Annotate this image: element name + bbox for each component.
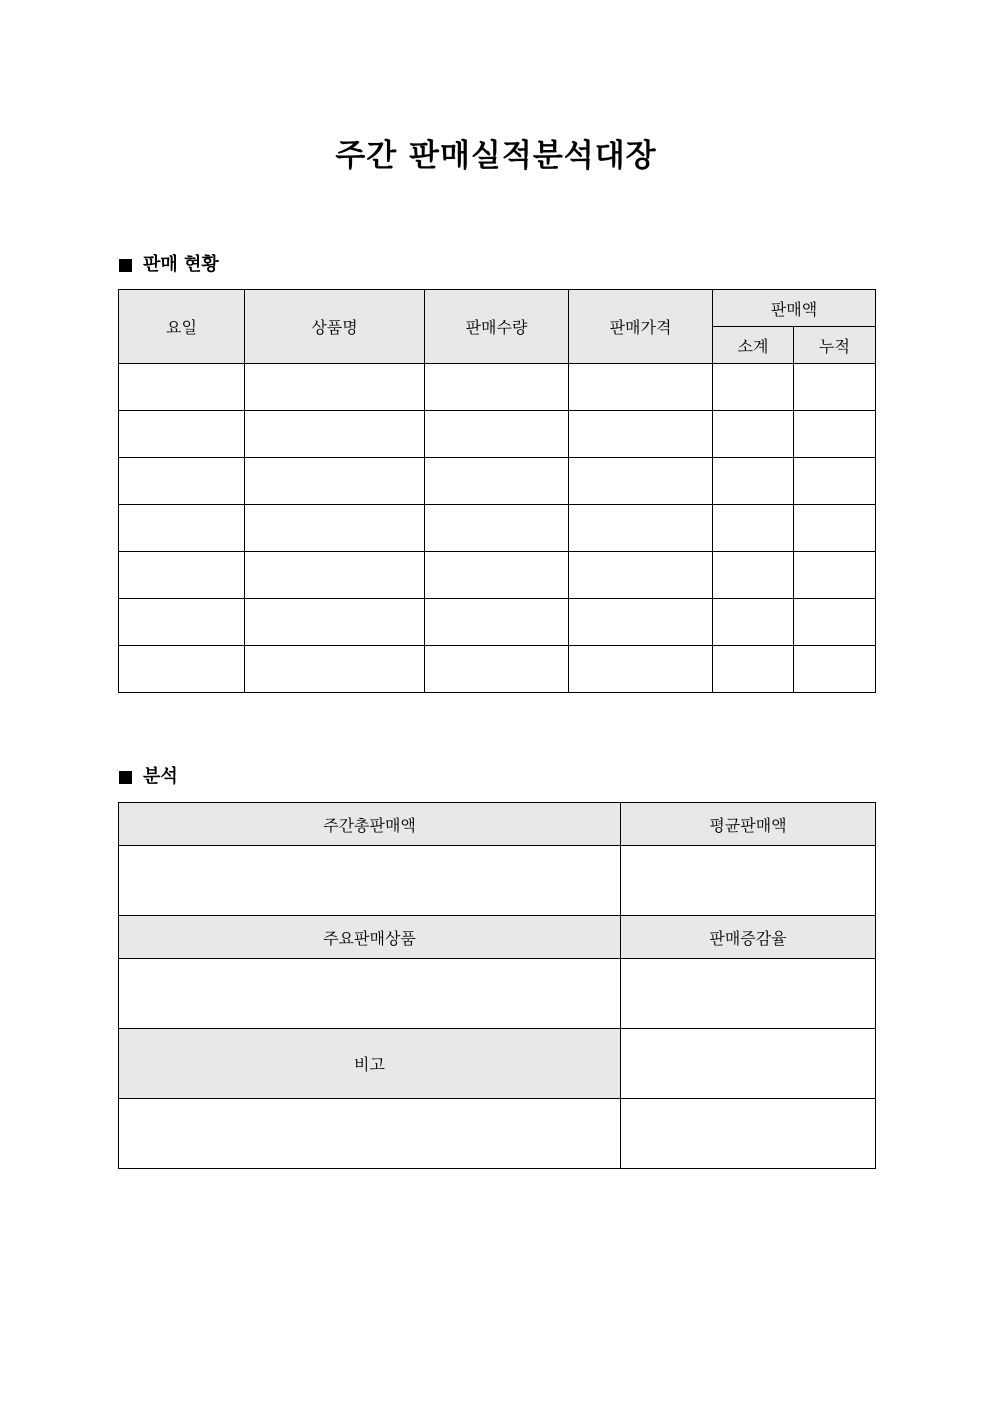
cell-price[interactable] [569, 552, 713, 599]
document-title: 주간 판매실적분석대장 [335, 138, 657, 174]
value-weekly-total[interactable] [119, 846, 621, 916]
cell-day[interactable] [119, 599, 245, 646]
cell-product[interactable] [245, 646, 425, 693]
cell-day[interactable] [119, 364, 245, 411]
value-remarks-right[interactable] [621, 1029, 876, 1099]
bullet-square-icon [119, 259, 132, 272]
column-header-amount: 판매액 [713, 290, 876, 327]
column-header-day: 요일 [119, 290, 245, 364]
table-row [119, 364, 876, 411]
cell-subtotal[interactable] [713, 646, 794, 693]
cell-quantity[interactable] [425, 411, 569, 458]
cell-day[interactable] [119, 646, 245, 693]
cell-subtotal[interactable] [713, 505, 794, 552]
cell-quantity[interactable] [425, 458, 569, 505]
value-average-sales[interactable] [621, 846, 876, 916]
table-row [119, 505, 876, 552]
table-row [119, 458, 876, 505]
cell-subtotal[interactable] [713, 599, 794, 646]
cell-day[interactable] [119, 458, 245, 505]
column-header-product: 상품명 [245, 290, 425, 364]
cell-price[interactable] [569, 411, 713, 458]
cell-quantity[interactable] [425, 364, 569, 411]
cell-quantity[interactable] [425, 552, 569, 599]
table-row [119, 552, 876, 599]
section-heading-label: 분석 [143, 766, 178, 787]
sales-status-table [118, 289, 876, 693]
label-remarks: 비고 [119, 1029, 621, 1099]
cell-price[interactable] [569, 458, 713, 505]
cell-price[interactable] [569, 646, 713, 693]
label-main-products: 주요판매상품 [119, 916, 621, 959]
column-header-subtotal: 소계 [713, 327, 794, 364]
cell-quantity[interactable] [425, 599, 569, 646]
cell-subtotal[interactable] [713, 411, 794, 458]
cell-price[interactable] [569, 599, 713, 646]
cell-product[interactable] [245, 552, 425, 599]
cell-cumulative[interactable] [794, 411, 876, 458]
section-heading-analysis [119, 765, 178, 789]
table-row [119, 411, 876, 458]
cell-quantity[interactable] [425, 505, 569, 552]
cell-cumulative[interactable] [794, 458, 876, 505]
label-weekly-total: 주간총판매액 [119, 803, 621, 846]
value-remarks[interactable] [119, 1099, 621, 1169]
cell-subtotal[interactable] [713, 364, 794, 411]
cell-day[interactable] [119, 552, 245, 599]
cell-quantity[interactable] [425, 646, 569, 693]
cell-product[interactable] [245, 599, 425, 646]
value-remarks-bottom-right[interactable] [621, 1099, 876, 1169]
cell-product[interactable] [245, 505, 425, 552]
cell-cumulative[interactable] [794, 646, 876, 693]
section-heading-sales [119, 253, 219, 277]
cell-cumulative[interactable] [794, 505, 876, 552]
cell-day[interactable] [119, 505, 245, 552]
cell-product[interactable] [245, 364, 425, 411]
table-row [119, 646, 876, 693]
bullet-square-icon [119, 771, 132, 784]
cell-subtotal[interactable] [713, 552, 794, 599]
analysis-table [118, 802, 876, 1169]
table-row [119, 599, 876, 646]
cell-price[interactable] [569, 505, 713, 552]
value-main-products[interactable] [119, 959, 621, 1029]
cell-subtotal[interactable] [713, 458, 794, 505]
cell-product[interactable] [245, 411, 425, 458]
cell-day[interactable] [119, 411, 245, 458]
cell-cumulative[interactable] [794, 599, 876, 646]
cell-product[interactable] [245, 458, 425, 505]
cell-price[interactable] [569, 364, 713, 411]
value-growth-rate[interactable] [621, 959, 876, 1029]
label-average-sales: 평균판매액 [621, 803, 876, 846]
cell-cumulative[interactable] [794, 552, 876, 599]
label-growth-rate: 판매증감율 [621, 916, 876, 959]
column-header-quantity: 판매수량 [425, 290, 569, 364]
column-header-cumulative: 누적 [794, 327, 876, 364]
section-heading-label: 판매 현황 [143, 254, 219, 275]
column-header-price: 판매가격 [569, 290, 713, 364]
cell-cumulative[interactable] [794, 364, 876, 411]
